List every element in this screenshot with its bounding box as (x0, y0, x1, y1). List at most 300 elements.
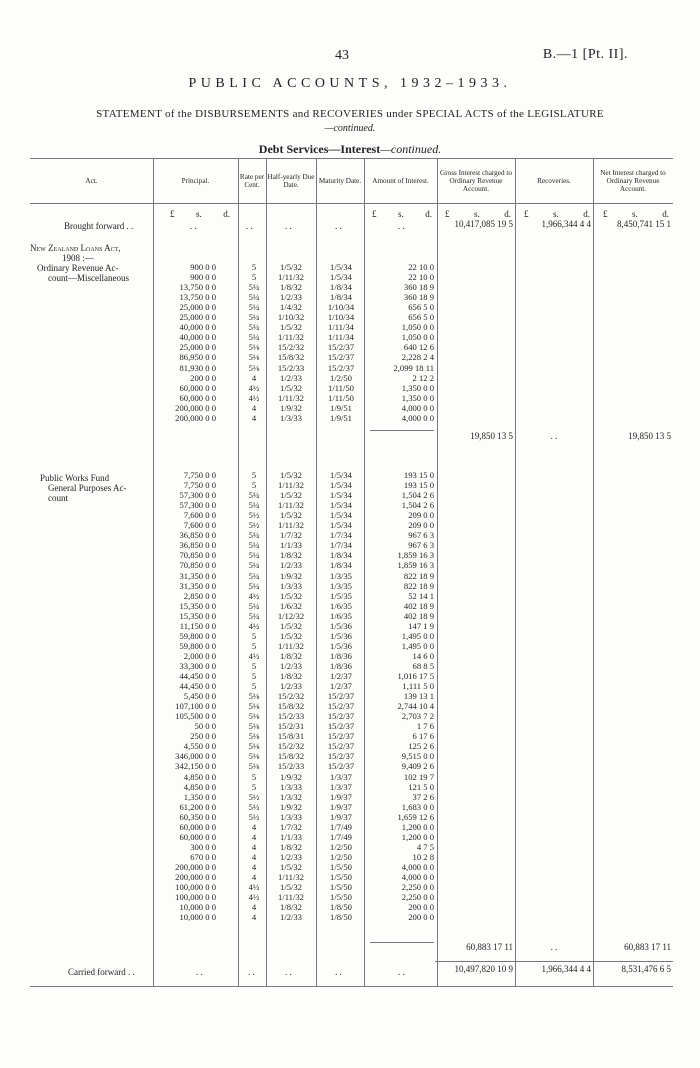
units-recoveries (524, 209, 590, 219)
cell-amount: 9,409 2 6 (401, 761, 434, 772)
table-row (0, 582, 700, 591)
cell-maturity: 1/5/50 (330, 861, 352, 872)
table-row (0, 883, 700, 892)
cell-principal: 10,000 0 0 (179, 912, 216, 923)
table-row (0, 722, 700, 731)
cell-amount: 1,016 17 5 (397, 671, 434, 681)
cell-principal: 59,800 0 0 (179, 640, 216, 651)
cell-maturity: 1/11/34 (328, 322, 354, 333)
unit-shilling: s. (631, 209, 638, 219)
cell-rate: 5 (251, 781, 257, 792)
cell-amount: 200 0 0 (408, 912, 434, 923)
table-row (0, 853, 700, 862)
document-reference: B.—1 [Pt. II]. (542, 47, 628, 62)
cell-maturity: 1/9/37 (330, 801, 352, 812)
cell-maturity: 1/9/51 (330, 402, 352, 413)
cell-half-yearly: 1/5/32 (280, 590, 302, 601)
cell-rate: 4½ (248, 650, 260, 661)
cell-amount: 2,250 0 0 (401, 892, 434, 903)
cell-amount: 125 2 6 (408, 741, 434, 752)
table-row (0, 632, 700, 641)
statement-title: STATEMENT of the DISBURSEMENTS and RECOVERIES under SPECIAL ACTS of the LEGISLATURE (96, 108, 604, 120)
cell-maturity: 1/5/50 (330, 872, 352, 882)
table-row (0, 672, 700, 681)
cell-maturity: 1/5/34 (330, 490, 352, 501)
cell-rate: 5½ (248, 510, 260, 521)
table-row (0, 903, 700, 912)
cell-amount: 360 18 9 (403, 282, 434, 293)
cell-amount: 967 6 3 (408, 530, 434, 541)
cell-half-yearly: 1/11/32 (278, 640, 304, 651)
statement-continued: —continued. (324, 123, 376, 134)
cell-principal: 31,350 0 0 (179, 570, 216, 581)
table-row (0, 313, 700, 322)
cell-rate: 4 (251, 851, 257, 862)
brought-forward-recoveries: 1,966,344 4 4 (541, 219, 591, 229)
cell-amount: 360 18 9 (403, 292, 434, 303)
cell-rate: 5⅛ (248, 751, 260, 762)
cell-amount: 1,200 0 0 (401, 821, 434, 832)
table-row (0, 833, 700, 842)
cell-rate: 5 (251, 640, 257, 651)
cell-amount: 822 18 9 (403, 580, 434, 591)
brought-forward-net: 8,450,741 15 1 (617, 219, 671, 229)
cell-principal: 670 0 0 (190, 851, 216, 862)
cell-principal: 50 0 0 (194, 721, 216, 732)
group1-net-total: 19,850 13 5 (628, 431, 671, 441)
cell-half-yearly: 1/2/33 (280, 292, 302, 303)
cell-amount: 22 10 0 (408, 272, 434, 283)
cell-maturity: 1/5/35 (330, 590, 352, 601)
cell-principal: 81,930 0 0 (179, 362, 216, 373)
cell-half-yearly: 1/10/32 (277, 312, 305, 323)
cell-principal: 70,850 0 0 (179, 560, 216, 571)
cell-rate: 5¼ (248, 540, 260, 551)
cell-half-yearly: 15/2/31 (277, 721, 305, 732)
table-row (0, 293, 700, 302)
cell-half-yearly: 1/5/32 (280, 620, 302, 631)
cell-principal: 36,850 0 0 (179, 540, 216, 551)
group1-label-line2: count—Miscellaneous (48, 273, 129, 283)
cell-principal: 59,800 0 0 (179, 630, 216, 641)
cell-amount: 1,350 0 0 (401, 392, 434, 403)
cell-maturity: 15/2/37 (327, 741, 355, 752)
cell-half-yearly: 15/2/33 (277, 711, 305, 722)
cell-principal: 900 0 0 (190, 272, 216, 283)
cell-rate: 5 (251, 480, 257, 491)
cell-maturity: 1/2/37 (330, 681, 352, 692)
cell-maturity: 1/5/36 (330, 620, 352, 631)
cell-amount: 1,200 0 0 (401, 831, 434, 842)
cell-amount: 822 18 9 (403, 570, 434, 581)
table-row (0, 622, 700, 631)
cell-half-yearly: 1/5/32 (280, 510, 302, 521)
cell-maturity: 1/5/36 (330, 640, 352, 651)
cell-principal: 25,000 0 0 (179, 342, 216, 353)
cell-rate: 4 (251, 872, 257, 882)
cell-rate: 4 (251, 372, 257, 383)
cell-half-yearly: 1/11/32 (278, 872, 304, 882)
cell-rate: 5 (251, 671, 257, 681)
cell-amount: 1,859 16 3 (397, 550, 434, 561)
table-row (0, 783, 700, 792)
cell-rate: 5⅛ (248, 761, 260, 772)
cell-amount: 4,000 0 0 (401, 872, 434, 882)
cell-principal: 15,350 0 0 (179, 610, 216, 621)
table-row (0, 541, 700, 550)
group2-net-total: 60,883 17 11 (624, 942, 671, 952)
brought-forward-dots: . . (285, 221, 292, 231)
brought-forward-dots: . . (190, 221, 197, 231)
cell-half-yearly: 1/11/32 (278, 500, 304, 511)
cell-rate: 5 (251, 470, 257, 480)
unit-shilling: s. (397, 209, 404, 219)
cell-rate: 4 (251, 821, 257, 832)
cell-rate: 5½ (248, 801, 260, 812)
cell-principal: 86,950 0 0 (179, 352, 216, 363)
cell-maturity: 1/8/34 (330, 560, 352, 571)
cell-amount: 6 17 6 (412, 731, 434, 742)
cell-maturity: 1/10/34 (327, 302, 355, 313)
cell-rate: 5¼ (248, 570, 260, 581)
cell-amount: 1,350 0 0 (401, 382, 434, 393)
group1-total-rule (370, 430, 434, 431)
cell-half-yearly: 15/8/32 (277, 751, 305, 762)
cell-rate: 5⅛ (248, 731, 260, 742)
unit-pound: £ (524, 209, 529, 219)
cell-principal: 4,850 0 0 (183, 781, 216, 792)
cell-maturity: 1/7/34 (330, 530, 352, 541)
cell-principal: 5,450 0 0 (183, 691, 216, 702)
cell-principal: 31,350 0 0 (179, 580, 216, 591)
table-bottom-rule (30, 986, 673, 987)
cell-rate: 4 (251, 831, 257, 842)
cell-maturity: 1/3/37 (330, 781, 352, 792)
cell-maturity: 1/5/34 (330, 272, 352, 283)
cell-principal: 60,000 0 0 (179, 392, 216, 403)
carried-forward-gross: 10,497,820 10 9 (454, 964, 513, 974)
table-row (0, 521, 700, 530)
cell-maturity: 1/2/50 (330, 851, 352, 862)
cell-principal: 60,000 0 0 (179, 382, 216, 393)
cell-principal: 4,850 0 0 (183, 771, 216, 782)
cell-half-yearly: 15/2/33 (277, 362, 305, 373)
cell-rate: 4½ (248, 590, 260, 601)
cell-rate: 4 (251, 861, 257, 872)
cell-half-yearly: 15/2/32 (277, 342, 305, 353)
cell-rate: 5¼ (248, 282, 260, 293)
cell-amount: 402 18 9 (403, 610, 434, 621)
table-row (0, 551, 700, 560)
table-row (0, 263, 700, 272)
cell-maturity: 15/2/37 (327, 711, 355, 722)
group2-label-line2: General Purposes Ac- (48, 483, 127, 493)
table-row (0, 364, 700, 373)
table-row (0, 893, 700, 902)
cell-amount: 1,659 12 6 (397, 811, 434, 822)
cell-half-yearly: 1/5/32 (280, 490, 302, 501)
cell-rate: 5¼ (248, 332, 260, 343)
cell-maturity: 1/6/35 (330, 600, 352, 611)
cell-half-yearly: 15/2/32 (277, 741, 305, 752)
cell-maturity: 15/2/37 (327, 701, 355, 712)
cell-amount: 52 14 1 (408, 590, 434, 601)
cell-rate: 5⅛ (248, 342, 260, 353)
cell-half-yearly: 1/5/32 (280, 382, 302, 393)
cell-principal: 250 0 0 (190, 731, 216, 742)
unit-pound: £ (445, 209, 450, 219)
cell-amount: 1 7 6 (416, 721, 434, 732)
cell-principal: 44,450 0 0 (179, 671, 216, 681)
cell-half-yearly: 1/2/33 (280, 372, 302, 383)
cell-half-yearly: 1/5/32 (280, 882, 302, 893)
group2-recoveries-total: . . (550, 942, 558, 952)
header-rate: Rate per Cent. (239, 173, 265, 189)
cell-half-yearly: 1/3/32 (280, 791, 302, 802)
cell-rate: 5⅛ (248, 352, 260, 363)
cell-rate: 5⅛ (248, 691, 260, 702)
unit-pound: £ (603, 209, 608, 219)
table-row (0, 414, 700, 423)
cell-half-yearly: 1/11/32 (278, 332, 304, 343)
cell-half-yearly: 15/2/32 (277, 691, 305, 702)
cell-half-yearly: 1/3/33 (280, 412, 302, 423)
cell-principal: 100,000 0 0 (175, 892, 216, 903)
cell-rate: 5¼ (248, 550, 260, 561)
unit-shilling: s. (552, 209, 559, 219)
cell-maturity: 1/8/36 (330, 660, 352, 671)
cell-principal: 40,000 0 0 (179, 332, 216, 343)
cell-amount: 10 2 8 (412, 851, 434, 862)
header-principal: Principal. (181, 177, 210, 185)
header-act: Act. (85, 177, 98, 185)
cell-maturity: 1/9/37 (330, 791, 352, 802)
cell-amount: 1,504 2 6 (401, 490, 434, 501)
cell-maturity: 1/2/37 (330, 671, 352, 681)
cell-principal: 342,150 0 0 (175, 761, 216, 772)
carried-forward-dots: . . (196, 967, 203, 977)
unit-pence: d. (662, 209, 669, 219)
cell-half-yearly: 1/3/33 (280, 580, 302, 591)
cell-rate: 5⅛ (248, 741, 260, 752)
table-row (0, 323, 700, 332)
cell-maturity: 1/3/35 (330, 570, 352, 581)
units-gross (445, 209, 511, 219)
cell-half-yearly: 1/11/32 (278, 520, 304, 531)
unit-pound: £ (372, 209, 377, 219)
table-row (0, 762, 700, 771)
cell-maturity: 1/5/50 (330, 882, 352, 893)
cell-amount: 656 5 0 (408, 312, 434, 323)
table-row (0, 752, 700, 761)
cell-rate: 5⅛ (248, 701, 260, 712)
carried-forward-dots: . . (335, 967, 342, 977)
cell-rate: 5¼ (248, 560, 260, 571)
cell-principal: 900 0 0 (190, 262, 216, 272)
cell-amount: 2,250 0 0 (401, 882, 434, 893)
cell-rate: 5¼ (248, 600, 260, 611)
group1-gross-total: 19,850 13 5 (470, 431, 513, 441)
cell-maturity: 1/7/34 (330, 540, 352, 551)
cell-maturity: 1/8/50 (330, 912, 352, 923)
cell-amount: 102 19 7 (403, 771, 434, 782)
cell-rate: 4½ (248, 620, 260, 631)
cell-rate: 5¼ (248, 610, 260, 621)
cell-half-yearly: 15/8/32 (277, 701, 305, 712)
cell-maturity: 1/9/37 (330, 811, 352, 822)
brought-forward-gross: 10,417,085 19 5 (454, 219, 513, 229)
cell-amount: 209 0 0 (408, 510, 434, 521)
cell-amount: 193 15 0 (403, 470, 434, 480)
cell-rate: 4 (251, 912, 257, 923)
cell-maturity: 1/8/34 (330, 282, 352, 293)
table-row (0, 793, 700, 802)
table-row (0, 572, 700, 581)
cell-principal: 13,750 0 0 (179, 282, 216, 293)
table-row (0, 374, 700, 383)
table-row (0, 813, 700, 822)
table-row (0, 501, 700, 510)
cell-rate: 5¼ (248, 312, 260, 323)
cell-half-yearly: 1/2/33 (280, 660, 302, 671)
table-row (0, 384, 700, 393)
table-row (0, 702, 700, 711)
table-row (0, 712, 700, 721)
cell-principal: 11,150 0 0 (179, 620, 216, 631)
cell-half-yearly: 15/2/33 (277, 761, 305, 772)
cell-half-yearly: 1/8/32 (280, 902, 302, 913)
cell-rate: 5¼ (248, 530, 260, 541)
cell-principal: 107,100 0 0 (175, 701, 216, 712)
cell-maturity: 1/8/50 (330, 902, 352, 913)
cell-half-yearly: 15/8/31 (277, 731, 305, 742)
cell-maturity: 1/10/34 (327, 312, 355, 323)
cell-maturity: 15/2/37 (327, 721, 355, 732)
cell-rate: 4½ (248, 882, 260, 893)
cell-half-yearly: 1/2/33 (280, 681, 302, 692)
table-row (0, 481, 700, 490)
table-row (0, 742, 700, 751)
cell-principal: 1,350 0 0 (183, 791, 216, 802)
cell-maturity: 1/11/34 (328, 332, 354, 343)
cell-amount: 1,495 0 0 (401, 640, 434, 651)
section-continued: —continued. (380, 142, 442, 156)
cell-amount: 2,703 7 2 (401, 711, 434, 722)
cell-half-yearly: 1/7/32 (280, 821, 302, 832)
cell-half-yearly: 1/2/33 (280, 560, 302, 571)
header-recoveries: Recoveries. (537, 177, 571, 185)
cell-half-yearly: 1/8/32 (280, 550, 302, 561)
cell-amount: 967 6 3 (408, 540, 434, 551)
cell-amount: 14 6 0 (412, 650, 434, 661)
cell-principal: 25,000 0 0 (179, 312, 216, 323)
cell-principal: 15,350 0 0 (179, 600, 216, 611)
cell-half-yearly: 1/5/32 (280, 470, 302, 480)
cell-amount: 200 0 0 (408, 902, 434, 913)
cell-rate: 5⅛ (248, 721, 260, 732)
table-row (0, 283, 700, 292)
cell-half-yearly: 1/3/33 (280, 811, 302, 822)
table-row (0, 682, 700, 691)
cell-amount: 4,000 0 0 (401, 402, 434, 413)
group2-gross-total: 60,883 17 11 (466, 942, 513, 952)
cell-maturity: 1/2/50 (330, 841, 352, 852)
cell-maturity: 1/5/34 (330, 470, 352, 480)
carried-forward-recoveries: 1,966,344 4 4 (541, 964, 591, 974)
table-row (0, 353, 700, 362)
table-row (0, 732, 700, 741)
group2-label-line3: count (48, 493, 68, 503)
group2-total-rule (370, 942, 434, 943)
cell-maturity: 1/11/50 (328, 392, 354, 403)
cell-maturity: 1/2/50 (330, 372, 352, 383)
cell-principal: 200,000 0 0 (175, 412, 216, 423)
cell-principal: 346,000 0 0 (175, 751, 216, 762)
units-net (603, 209, 669, 219)
page-title: PUBLIC ACCOUNTS, 1932–1933. (188, 76, 512, 91)
cell-amount: 4,000 0 0 (401, 412, 434, 423)
table-row (0, 592, 700, 601)
cell-rate: 4 (251, 402, 257, 413)
cell-maturity: 15/2/37 (327, 751, 355, 762)
cell-principal: 7,750 0 0 (183, 470, 216, 480)
cell-half-yearly: 1/9/32 (280, 801, 302, 812)
cell-half-yearly: 1/5/32 (280, 262, 302, 272)
header-net: Net Interest charged to Ordinary Revenue Account. (600, 169, 666, 193)
cell-principal: 36,850 0 0 (179, 530, 216, 541)
cell-maturity: 1/8/34 (330, 292, 352, 303)
unit-pence: d. (425, 209, 432, 219)
cell-amount: 4 7 5 (416, 841, 434, 852)
cell-rate: 5 (251, 660, 257, 671)
table-row (0, 843, 700, 852)
cell-half-yearly: 1/5/32 (280, 322, 302, 333)
cell-rate: 5 (251, 272, 257, 283)
cell-maturity: 1/8/34 (330, 550, 352, 561)
brought-forward-dots: . . (246, 221, 253, 231)
cell-amount: 68 8 5 (412, 660, 434, 671)
unit-pence: d. (583, 209, 590, 219)
brought-forward-dots: . . (398, 221, 405, 231)
cell-maturity: 1/5/34 (330, 480, 352, 491)
cell-half-yearly: 1/1/33 (280, 831, 302, 842)
brought-forward-dots: . . (335, 221, 342, 231)
cell-half-yearly: 1/12/32 (277, 610, 305, 621)
carried-forward-dots: . . (398, 967, 405, 977)
cell-half-yearly: 1/6/32 (280, 600, 302, 611)
cell-rate: 5 (251, 681, 257, 692)
cell-amount: 37 2 6 (412, 791, 434, 802)
cell-maturity: 1/7/49 (330, 821, 352, 832)
header-rule (30, 203, 673, 204)
table-row (0, 343, 700, 352)
cell-rate: 5¼ (248, 580, 260, 591)
cell-principal: 60,000 0 0 (179, 831, 216, 842)
table-row (0, 823, 700, 832)
cell-amount: 1,504 2 6 (401, 500, 434, 511)
cell-maturity: 15/2/37 (327, 691, 355, 702)
cell-half-yearly: 1/9/32 (280, 570, 302, 581)
cell-amount: 402 18 9 (403, 600, 434, 611)
cell-amount: 147 1 9 (408, 620, 434, 631)
cell-maturity: 15/2/37 (327, 761, 355, 772)
cell-amount: 1,683 0 0 (401, 801, 434, 812)
cell-rate: 5 (251, 630, 257, 641)
table-row (0, 273, 700, 282)
cell-principal: 60,350 0 0 (179, 811, 216, 822)
table-row (0, 652, 700, 661)
cell-half-yearly: 1/5/32 (280, 861, 302, 872)
